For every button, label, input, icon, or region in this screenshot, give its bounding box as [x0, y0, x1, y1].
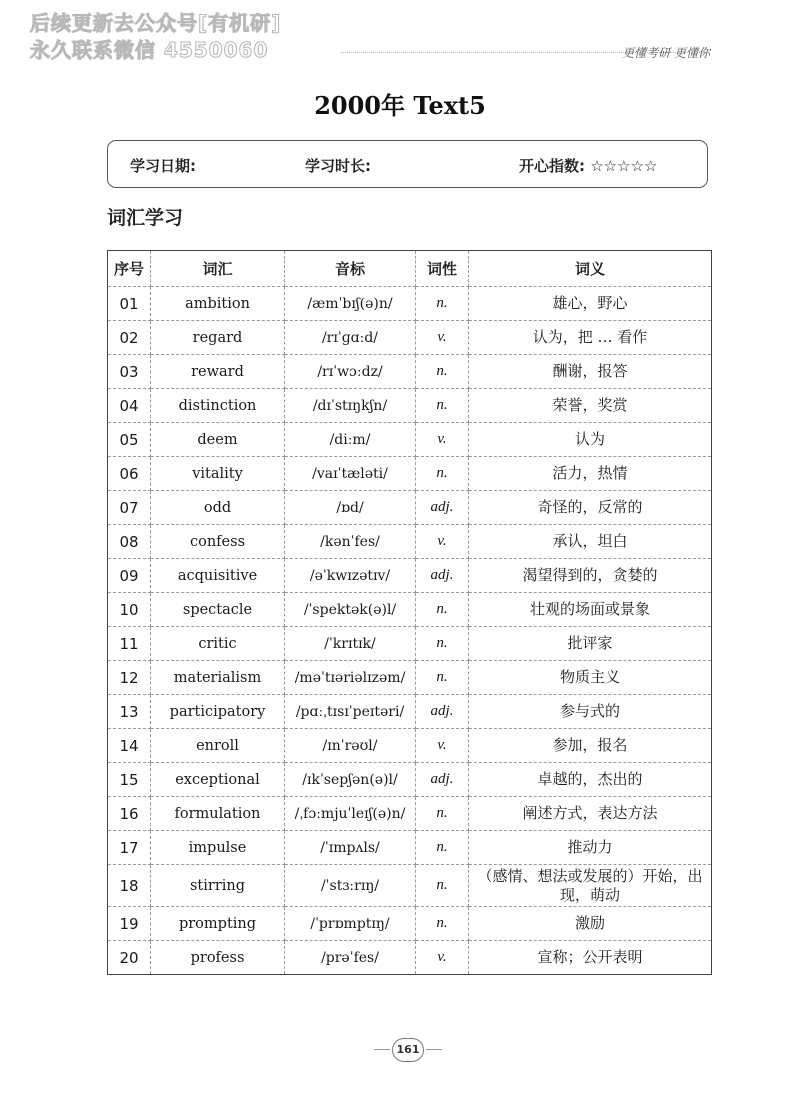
- row-phonetic: /æmˈbɪʃ(ə)n/: [285, 287, 416, 321]
- row-number: 15: [108, 763, 151, 797]
- row-part-of-speech: n.: [416, 355, 469, 389]
- row-meaning: 推动力: [469, 831, 712, 865]
- row-meaning: 卓越的，杰出的: [469, 763, 712, 797]
- table-row: [108, 321, 712, 355]
- row-phonetic: /vaɪˈtæləti/: [285, 457, 416, 491]
- table-row: [108, 907, 712, 941]
- happiness-index: [519, 155, 657, 176]
- row-number: 02: [108, 321, 151, 355]
- row-part-of-speech: v.: [416, 525, 469, 559]
- row-part-of-speech: adj.: [416, 695, 469, 729]
- row-meaning: 酬谢，报答: [469, 355, 712, 389]
- row-part-of-speech: n.: [416, 287, 469, 321]
- row-part-of-speech: v.: [416, 729, 469, 763]
- table-row: [108, 559, 712, 593]
- row-number: 17: [108, 831, 151, 865]
- page-title: 2000年 Text5: [314, 91, 486, 120]
- row-word: deem: [151, 423, 285, 457]
- row-phonetic: /diːm/: [285, 423, 416, 457]
- row-meaning: 批评家: [469, 627, 712, 661]
- study-date-label: 学习日期:: [130, 157, 196, 175]
- row-word: odd: [151, 491, 285, 525]
- row-word: profess: [151, 941, 285, 975]
- row-number: 07: [108, 491, 151, 525]
- row-word: prompting: [151, 907, 285, 941]
- row-part-of-speech: adj.: [416, 559, 469, 593]
- row-meaning: 物质主义: [469, 661, 712, 695]
- row-part-of-speech: adj.: [416, 491, 469, 525]
- row-part-of-speech: adj.: [416, 763, 469, 797]
- table-row: [108, 729, 712, 763]
- row-part-of-speech: n.: [416, 831, 469, 865]
- row-phonetic: /ˈkrɪtɪk/: [285, 627, 416, 661]
- header-part-of-speech: 词性: [416, 251, 469, 287]
- header-word: 词汇: [151, 251, 285, 287]
- table-row: [108, 355, 712, 389]
- row-word: stirring: [151, 865, 285, 907]
- row-word: enroll: [151, 729, 285, 763]
- row-word: impulse: [151, 831, 285, 865]
- watermark-line-2: 永久联系微信 4550060: [30, 38, 269, 62]
- row-meaning: 阐述方式，表达方法: [469, 797, 712, 831]
- table-row: [108, 491, 712, 525]
- vocabulary-table: [107, 250, 712, 975]
- row-word: participatory: [151, 695, 285, 729]
- row-part-of-speech: v.: [416, 321, 469, 355]
- row-part-of-speech: v.: [416, 423, 469, 457]
- page-number: 161: [392, 1038, 424, 1062]
- row-phonetic: /ˈstɜːrɪŋ/: [285, 865, 416, 907]
- table-row: [108, 865, 712, 907]
- study-info-box: [107, 140, 708, 188]
- row-number: 18: [108, 865, 151, 907]
- row-part-of-speech: n.: [416, 797, 469, 831]
- row-meaning: 壮观的场面或景象: [469, 593, 712, 627]
- table-row: [108, 389, 712, 423]
- header-tagline: 更懂考研 更懂你: [622, 46, 710, 60]
- row-part-of-speech: n.: [416, 627, 469, 661]
- row-number: 16: [108, 797, 151, 831]
- row-part-of-speech: n.: [416, 907, 469, 941]
- row-phonetic: /ɪnˈrəʊl/: [285, 729, 416, 763]
- table-row: [108, 525, 712, 559]
- row-phonetic: /ɒd/: [285, 491, 416, 525]
- watermark: [30, 10, 281, 64]
- row-phonetic: /məˈtɪəriəlɪzəm/: [285, 661, 416, 695]
- table-row: [108, 661, 712, 695]
- header-meaning: 词义: [469, 251, 712, 287]
- row-number: 12: [108, 661, 151, 695]
- watermark-line-1: 后续更新去公众号[有机研]: [30, 11, 282, 35]
- row-meaning: 雄心，野心: [469, 287, 712, 321]
- row-phonetic: /pɑːˌtɪsɪˈpeɪtəri/: [285, 695, 416, 729]
- table-row: [108, 941, 712, 975]
- row-phonetic: /kənˈfes/: [285, 525, 416, 559]
- table-row: [108, 797, 712, 831]
- header-phonetic: 音标: [285, 251, 416, 287]
- row-number: 04: [108, 389, 151, 423]
- row-number: 05: [108, 423, 151, 457]
- row-word: materialism: [151, 661, 285, 695]
- row-phonetic: /ˈspektək(ə)l/: [285, 593, 416, 627]
- row-word: acquisitive: [151, 559, 285, 593]
- table-row: [108, 627, 712, 661]
- row-number: 09: [108, 559, 151, 593]
- table-row: [108, 287, 712, 321]
- section-heading: 词汇学习: [107, 207, 184, 229]
- row-number: 20: [108, 941, 151, 975]
- row-word: ambition: [151, 287, 285, 321]
- header-number: 序号: [108, 251, 151, 287]
- row-number: 10: [108, 593, 151, 627]
- row-meaning: 宣称；公开表明: [469, 941, 712, 975]
- row-word: distinction: [151, 389, 285, 423]
- row-number: 01: [108, 287, 151, 321]
- row-word: confess: [151, 525, 285, 559]
- row-number: 19: [108, 907, 151, 941]
- row-number: 08: [108, 525, 151, 559]
- row-word: reward: [151, 355, 285, 389]
- row-phonetic: /dɪˈstɪŋkʃn/: [285, 389, 416, 423]
- row-meaning: 承认，坦白: [469, 525, 712, 559]
- happiness-label: 开心指数:: [519, 157, 585, 175]
- table-row: [108, 831, 712, 865]
- row-number: 13: [108, 695, 151, 729]
- row-phonetic: /rɪˈwɔːdz/: [285, 355, 416, 389]
- row-number: 03: [108, 355, 151, 389]
- row-number: 14: [108, 729, 151, 763]
- row-phonetic: /ɪkˈsepʃən(ə)l/: [285, 763, 416, 797]
- row-part-of-speech: n.: [416, 389, 469, 423]
- table-row: [108, 457, 712, 491]
- row-part-of-speech: n.: [416, 457, 469, 491]
- row-word: spectacle: [151, 593, 285, 627]
- row-number: 06: [108, 457, 151, 491]
- row-part-of-speech: n.: [416, 661, 469, 695]
- row-part-of-speech: v.: [416, 941, 469, 975]
- row-phonetic: /əˈkwɪzətɪv/: [285, 559, 416, 593]
- row-meaning: 荣誉，奖赏: [469, 389, 712, 423]
- row-part-of-speech: n.: [416, 865, 469, 907]
- row-word: critic: [151, 627, 285, 661]
- row-phonetic: /prəˈfes/: [285, 941, 416, 975]
- row-meaning: 活力，热情: [469, 457, 712, 491]
- table-header-row: [108, 251, 712, 287]
- row-number: 11: [108, 627, 151, 661]
- star-rating-icon: ☆☆☆☆☆: [590, 157, 658, 175]
- row-meaning: 参加，报名: [469, 729, 712, 763]
- row-meaning: （感情、想法或发展的）开始，出现，萌动: [469, 865, 712, 907]
- table-row: [108, 763, 712, 797]
- row-meaning: 奇怪的，反常的: [469, 491, 712, 525]
- row-word: regard: [151, 321, 285, 355]
- row-word: exceptional: [151, 763, 285, 797]
- study-duration-label: 学习时长:: [305, 157, 371, 175]
- row-part-of-speech: n.: [416, 593, 469, 627]
- row-phonetic: /ˌfɔːmjuˈleɪʃ(ə)n/: [285, 797, 416, 831]
- row-word: formulation: [151, 797, 285, 831]
- row-meaning: 认为: [469, 423, 712, 457]
- row-meaning: 渴望得到的，贪婪的: [469, 559, 712, 593]
- table-row: [108, 593, 712, 627]
- row-meaning: 认为，把 … 看作: [469, 321, 712, 355]
- row-phonetic: /ˈɪmpʌls/: [285, 831, 416, 865]
- row-meaning: 激励: [469, 907, 712, 941]
- row-word: vitality: [151, 457, 285, 491]
- row-meaning: 参与式的: [469, 695, 712, 729]
- table-row: [108, 423, 712, 457]
- table-row: [108, 695, 712, 729]
- row-phonetic: /ˈprɒmptɪŋ/: [285, 907, 416, 941]
- row-phonetic: /rɪˈɡɑːd/: [285, 321, 416, 355]
